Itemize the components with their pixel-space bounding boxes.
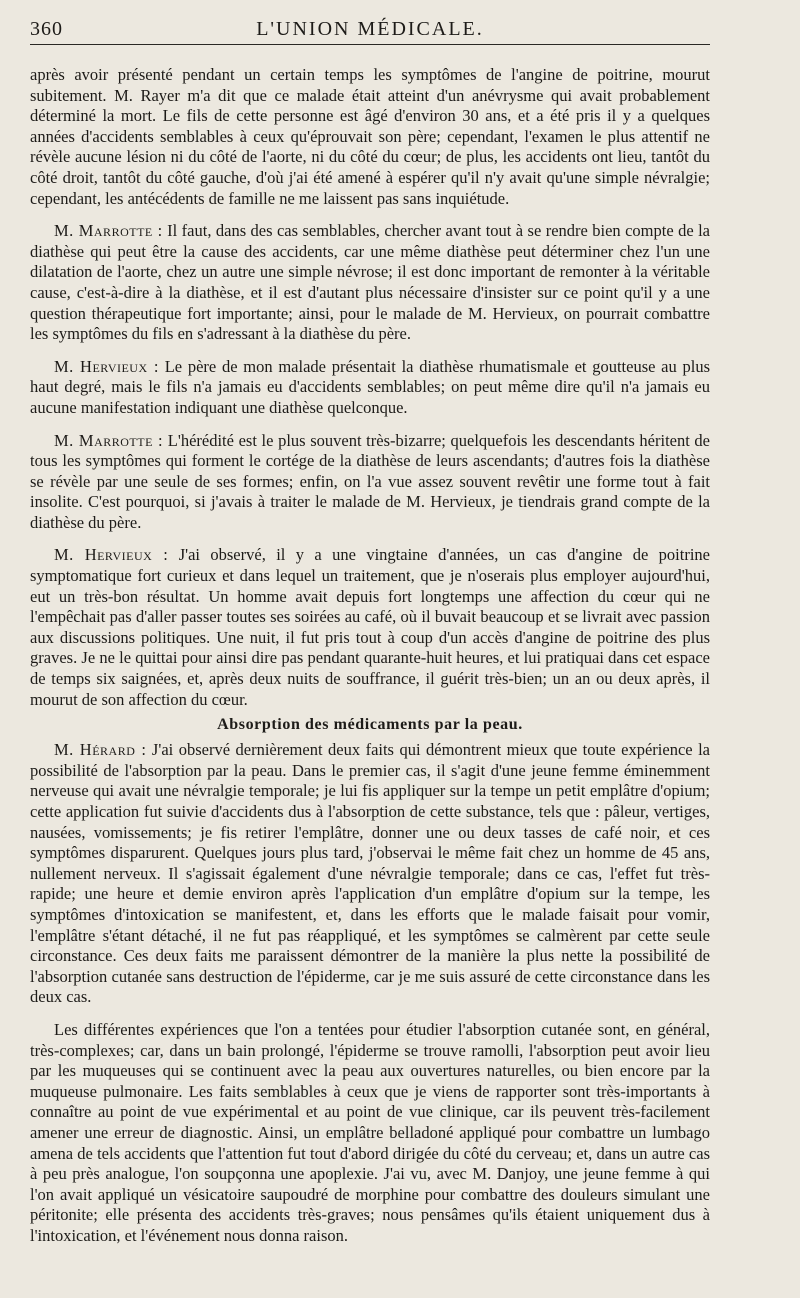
page-header [30, 14, 710, 45]
page-number: 360 [30, 18, 63, 40]
paragraph-text: Le père de mon malade présentait la diathèse rhumatismale et goutteuse au plus haut degré, mais le fils n'a jamais eu d'accidents semblables; on peut même dire qu'il n'a jamais eu aucune manifestation indiquant une diathèse quelconque. [30, 356, 710, 417]
running-head: L'UNION MÉDICALE. [256, 18, 484, 40]
paragraph-text: après avoir présenté pendant un certain temps les symptômes de l'angine de poitrine, mourut subitement. M. Rayer m'a dit que ce malade était atteint d'un anévrysme qui avait probablement déterminé la mort. Le fils de cette personne est âgé d'environ 30 ans, et a été pris il y a quelques années d'accidents semblables à ceux qu'éprouvait son père; cependant, l'examen le plus attentif ne révèle aucune lésion ni du côté de l'aorte, ni du côté du cœur; de plus, les accidents ont lieu, tantôt du côté droit, tantôt du côté gauche, d'où j'ai été amené à espérer qu'il n'y avait qu'une simple névralgie; cependant, les antécédents de famille ne me laissent pas sans inquiétude. [30, 65, 710, 208]
speaker-name: M. Hérard : [54, 740, 147, 760]
speaker-name: M. Hervieux : [54, 545, 169, 565]
paragraph-text: Les différentes expériences que l'on a tentées pour étudier l'absorption cutanée sont, en général, très-complexes; car, dans un bain prolongé, l'épiderme se trouve ramolli, l'absorption peut avoir lieu par les muqueuses qui se continuent avec la peau aux ouvertures naturelles, ou bien encore par la muqueuse pulmonaire. Les faits semblables à ceux que je viens de rapporter sont très-importants à connaître au point de vue expérimental et au point de vue clinique, car ils peuvent très-facilement amener une erreur de diagnostic. Ainsi, un emplâtre belladoné appliqué pour combattre un lumbago amena de tels accidents que l'attention fut tout d'abord dirigée du côté du cerveau; et, dans un autre cas à peu près analogue, l'on soupçonna une apoplexie. J'ai vu, avec M. Danjoy, une jeune femme à qui l'on avait appliqué un vésicatoire saupoudré de morphine pour combattre des douleurs simulant une péritonite; elle présenta des accidents très-graves; nous pensâmes qu'ils étaient uniquement dus à l'intoxication, et l'événement nous donna raison. [30, 1019, 710, 1245]
paragraph [30, 357, 710, 419]
paragraph-text: L'hérédité est le plus souvent très-bizarre; quelquefois les descendants héritent de tous les symptômes qui forment le cortége de la diathèse de leurs ascendants; d'autres fois la diathèse se révèle par une seule de ses formes; enfin, on l'a vue assez souvent revêtir une forme tout à fait insolite. C'est pourquoi, si j'avais à traiter le malade de M. Hervieux, je tiendrais grand compte de la diathèse du père. [30, 430, 711, 532]
speaker-name: M. Marrotte : [54, 221, 163, 241]
paragraph-text: J'ai observé, il y a une vingtaine d'années, un cas d'angine de poitrine symptomatique fort curieux et dans lequel un traitement, que je n'oserais plus employer aujourd'hui, eut un très-bon résultat. Un homme avait depuis fort longtemps une affection du cœur qui ne l'empêchait pas d'aller passer toutes ses soirées au café, où il buvait beaucoup et se livrait avec passion aux discussions politiques. Une nuit, il fut pris tout à coup d'un accès d'angine de poitrine des plus graves. Je ne le quittai pour ainsi dire pas pendant quarante-huit heures, et lui pratiquai dans cet espace de temps six saignées, et, après deux nuits de souffrance, il guérit très-bien; un an ou deux après, il mourut de son affection du cœur. [30, 545, 710, 709]
paragraph [30, 65, 710, 209]
paragraph [30, 545, 710, 710]
speaker-name: M. Hervieux : [54, 356, 159, 376]
paragraph-text: J'ai observé dernièrement deux faits qui démontrent mieux que toute expérience la possibilité de l'absorption par la peau. Dans le premier cas, il s'agit d'une jeune femme éminemment nerveuse qui avait une névralgie temporale; je lui fis appliquer sur la tempe un petit emplâtre d'opium; cette application fut suivie d'accidents dus à l'absorption de cette substance, tels que : pâleur, vertiges, nausées, vomissements; je fis retirer l'emplâtre, donner une ou deux tasses de café noir, et ces symptômes disparurent. Quelques jours plus tard, j'observai le même fait chez un homme de 45 ans, nullement nerveux. Il s'agissait également d'une névralgie temporale; dans ce cas, l'effet fut très-rapide; une heure et demie environ après l'application d'un emplâtre d'opium sur la tempe, les symptômes d'intoxication se manifestent, et, dans les efforts que le malade faisait pour vomir, l'emplâtre s'étant détaché, il ne fut pas réappliqué, et les symptômes se calmèrent par cette seule circonstance. Ces deux faits me paraissent démontrer de la manière la plus nette la possibilité de l'absorption cutanée sans destruction de l'épiderme, car je me suis assuré de cette circonstance dans les deux cas. [30, 740, 710, 1007]
paragraph-text: Il faut, dans des cas semblables, chercher avant tout à se rendre bien compte de la diathèse qui peut être la cause des accidents, car une même diathèse peut déterminer chez l'un une dilatation de l'aorte, chez un autre une simple névrose; il est donc important de remonter à la véritable cause, c'est-à-dire à la diathèse, et il est d'autant plus nécessaire d'insister sur ce point qu'il y a une question thérapeutique fort importante; ainsi, pour le malade de M. Hervieux, on pourrait combattre les symptômes du fils en s'adressant à la diathèse du père. [30, 221, 710, 344]
speaker-name: M. Marrotte : [54, 430, 164, 450]
section-title: Absorption des médicaments par la peau. [217, 716, 523, 734]
paragraph [30, 1020, 710, 1247]
article-body [30, 65, 710, 1246]
paragraph [30, 221, 710, 345]
paragraph [30, 740, 710, 1008]
paragraph [30, 431, 710, 534]
